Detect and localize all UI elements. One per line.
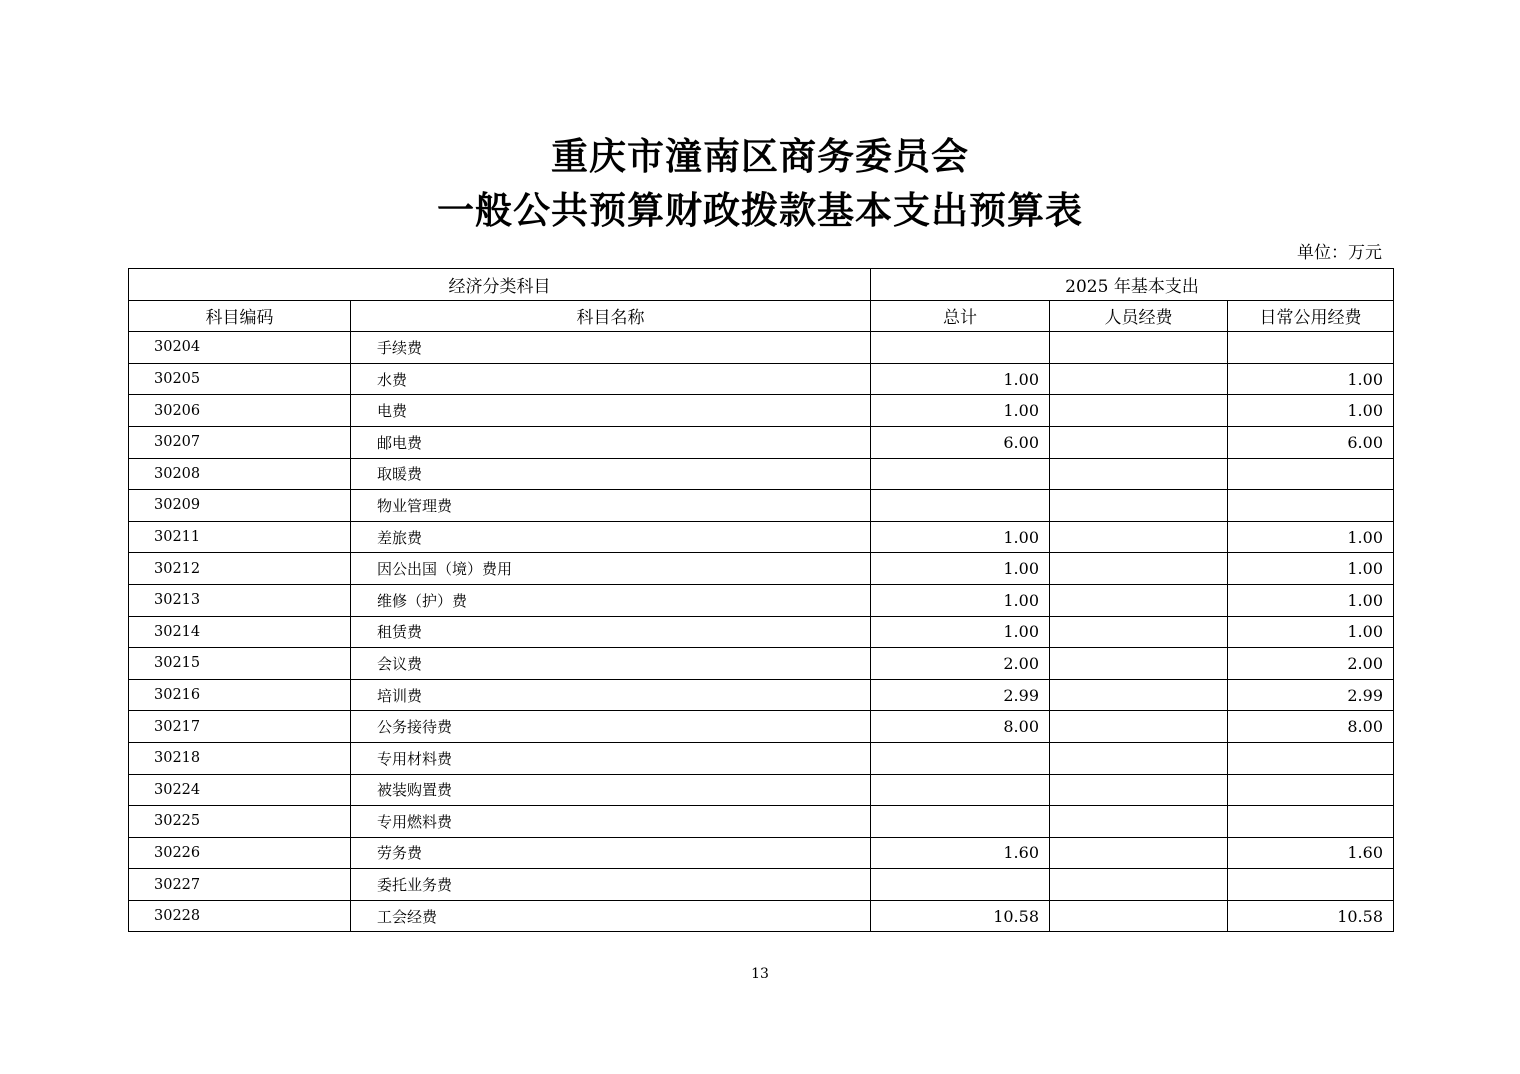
- cell-public: 1.00: [1228, 553, 1394, 585]
- cell-code: 30212: [129, 553, 351, 585]
- cell-personnel: [1050, 711, 1228, 743]
- cell-total: 8.00: [871, 711, 1050, 743]
- cell-public: 1.60: [1228, 837, 1394, 869]
- cell-total: 2.99: [871, 679, 1050, 711]
- table-row: [129, 490, 1394, 522]
- column-header-public: 日常公用经费: [1228, 300, 1394, 332]
- table-row: [129, 521, 1394, 553]
- cell-name: 物业管理费: [351, 490, 871, 522]
- cell-name: 公务接待费: [351, 711, 871, 743]
- column-header-total: 总计: [871, 300, 1050, 332]
- cell-personnel: [1050, 521, 1228, 553]
- cell-total: [871, 490, 1050, 522]
- cell-name: 电费: [351, 395, 871, 427]
- table-row: [129, 711, 1394, 743]
- table-row: [129, 395, 1394, 427]
- budget-table: [128, 268, 1394, 932]
- cell-public: 1.00: [1228, 584, 1394, 616]
- cell-public: [1228, 490, 1394, 522]
- cell-total: 1.00: [871, 584, 1050, 616]
- cell-name: 工会经费: [351, 900, 871, 932]
- cell-total: [871, 774, 1050, 806]
- cell-personnel: [1050, 774, 1228, 806]
- cell-total: [871, 869, 1050, 901]
- cell-public: 10.58: [1228, 900, 1394, 932]
- cell-code: 30224: [129, 774, 351, 806]
- cell-public: 2.99: [1228, 679, 1394, 711]
- cell-personnel: [1050, 395, 1228, 427]
- document-title-line-2: 一般公共预算财政拨款基本支出预算表: [437, 188, 1083, 232]
- cell-code: 30211: [129, 521, 351, 553]
- cell-total: [871, 742, 1050, 774]
- cell-personnel: [1050, 553, 1228, 585]
- cell-personnel: [1050, 363, 1228, 395]
- cell-public: 1.00: [1228, 521, 1394, 553]
- cell-name: 手续费: [351, 332, 871, 364]
- table-row: [129, 774, 1394, 806]
- cell-code: 30208: [129, 458, 351, 490]
- cell-name: 邮电费: [351, 426, 871, 458]
- table-row: [129, 426, 1394, 458]
- cell-public: 6.00: [1228, 426, 1394, 458]
- column-header-code: 科目编码: [129, 300, 351, 332]
- cell-personnel: [1050, 742, 1228, 774]
- cell-name: 委托业务费: [351, 869, 871, 901]
- table-row: [129, 648, 1394, 680]
- cell-total: 1.00: [871, 521, 1050, 553]
- cell-public: [1228, 806, 1394, 838]
- cell-code: 30205: [129, 363, 351, 395]
- table-row: [129, 616, 1394, 648]
- cell-personnel: [1050, 900, 1228, 932]
- cell-public: 1.00: [1228, 363, 1394, 395]
- cell-total: 10.58: [871, 900, 1050, 932]
- cell-public: 8.00: [1228, 711, 1394, 743]
- table-row: [129, 553, 1394, 585]
- cell-personnel: [1050, 584, 1228, 616]
- cell-total: 1.00: [871, 553, 1050, 585]
- table-row: [129, 900, 1394, 932]
- cell-total: 1.60: [871, 837, 1050, 869]
- cell-personnel: [1050, 869, 1228, 901]
- cell-total: [871, 458, 1050, 490]
- cell-name: 因公出国（境）费用: [351, 553, 871, 585]
- budget-table-body: [129, 332, 1394, 932]
- group-header-row: [129, 269, 1394, 301]
- cell-name: 专用材料费: [351, 742, 871, 774]
- cell-code: 30227: [129, 869, 351, 901]
- table-row: [129, 742, 1394, 774]
- cell-personnel: [1050, 806, 1228, 838]
- group-header-basic-expenditure: 2025 年基本支出: [871, 269, 1394, 301]
- cell-code: 30209: [129, 490, 351, 522]
- cell-code: 30213: [129, 584, 351, 616]
- column-header-personnel: 人员经费: [1050, 300, 1228, 332]
- cell-code: 30215: [129, 648, 351, 680]
- cell-name: 培训费: [351, 679, 871, 711]
- cell-public: [1228, 332, 1394, 364]
- table-row: [129, 806, 1394, 838]
- unit-label: 单位：万元: [1297, 243, 1382, 263]
- cell-code: 30216: [129, 679, 351, 711]
- table-row: [129, 363, 1394, 395]
- cell-personnel: [1050, 490, 1228, 522]
- cell-public: [1228, 869, 1394, 901]
- cell-public: [1228, 742, 1394, 774]
- cell-code: 30214: [129, 616, 351, 648]
- cell-total: 1.00: [871, 616, 1050, 648]
- cell-name: 被装购置费: [351, 774, 871, 806]
- cell-code: 30217: [129, 711, 351, 743]
- cell-personnel: [1050, 426, 1228, 458]
- cell-name: 租赁费: [351, 616, 871, 648]
- cell-name: 会议费: [351, 648, 871, 680]
- cell-personnel: [1050, 837, 1228, 869]
- cell-total: 2.00: [871, 648, 1050, 680]
- table-row: [129, 837, 1394, 869]
- table-row: [129, 869, 1394, 901]
- cell-public: 1.00: [1228, 616, 1394, 648]
- cell-total: [871, 332, 1050, 364]
- cell-total: 6.00: [871, 426, 1050, 458]
- cell-total: 1.00: [871, 363, 1050, 395]
- cell-code: 30226: [129, 837, 351, 869]
- cell-total: 1.00: [871, 395, 1050, 427]
- cell-name: 专用燃料费: [351, 806, 871, 838]
- cell-personnel: [1050, 616, 1228, 648]
- group-header-classification: 经济分类科目: [129, 269, 871, 301]
- cell-code: 30204: [129, 332, 351, 364]
- cell-name: 差旅费: [351, 521, 871, 553]
- table-row: [129, 332, 1394, 364]
- cell-code: 30207: [129, 426, 351, 458]
- cell-code: 30218: [129, 742, 351, 774]
- table-row: [129, 679, 1394, 711]
- column-header-row: [129, 300, 1394, 332]
- cell-name: 取暖费: [351, 458, 871, 490]
- cell-personnel: [1050, 648, 1228, 680]
- table-row: [129, 584, 1394, 616]
- cell-total: [871, 806, 1050, 838]
- cell-personnel: [1050, 679, 1228, 711]
- cell-public: 1.00: [1228, 395, 1394, 427]
- cell-name: 劳务费: [351, 837, 871, 869]
- cell-code: 30225: [129, 806, 351, 838]
- cell-name: 维修（护）费: [351, 584, 871, 616]
- cell-name: 水费: [351, 363, 871, 395]
- cell-public: 2.00: [1228, 648, 1394, 680]
- cell-code: 30228: [129, 900, 351, 932]
- page-number: 13: [751, 966, 769, 982]
- cell-public: [1228, 458, 1394, 490]
- document-title-line-1: 重庆市潼南区商务委员会: [551, 134, 969, 178]
- cell-public: [1228, 774, 1394, 806]
- table-row: [129, 458, 1394, 490]
- cell-code: 30206: [129, 395, 351, 427]
- cell-personnel: [1050, 458, 1228, 490]
- column-header-name: 科目名称: [351, 300, 871, 332]
- cell-personnel: [1050, 332, 1228, 364]
